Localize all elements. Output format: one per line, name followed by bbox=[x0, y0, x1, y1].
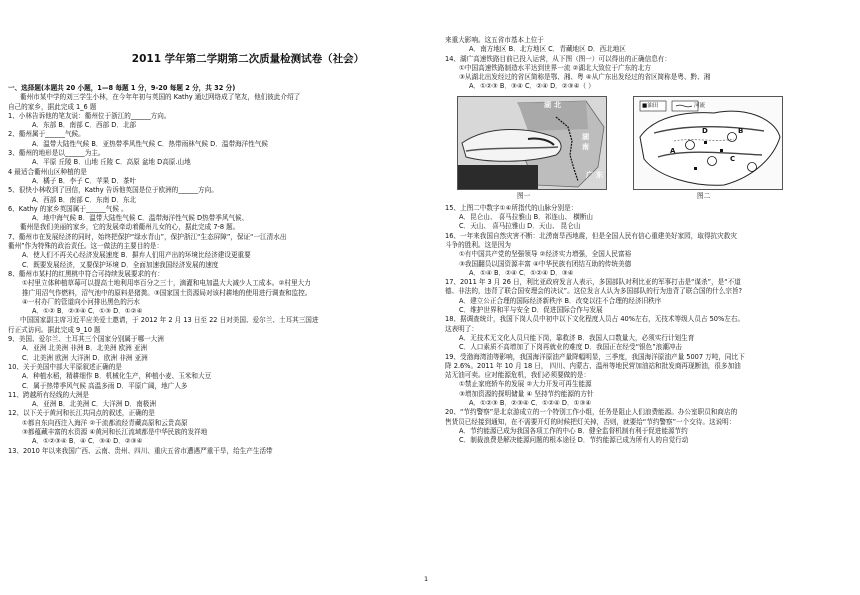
answer-options: A．南方地区 B．北方地区 C．青藏地区 D．西北地区 bbox=[469, 45, 626, 54]
question-text-line: ①中国高速铁路制造水平达到世界一流 ②湖北大致位于广东的北方 bbox=[459, 63, 651, 72]
question-text-line: C．属于热带季风气候 高温多雨 D．平原广阔，地广人多 bbox=[22, 381, 188, 390]
question-text-line: 2、衢州属于______气候。 bbox=[8, 130, 85, 139]
question-text-line: A．无技术无文化人员只能下岗，靠救济 B．我国人口数量大，必须实行计划生育 bbox=[459, 333, 695, 342]
question-text-line: A．建立公正合理的国际经济新秩序 B．改变以往不合理的经济旧秩序 bbox=[459, 296, 662, 305]
section-heading: 一、选择题(本题共 20 小题，1—8 每题 1 分，9-20 每题 2 分，共 32 分) bbox=[8, 84, 236, 92]
question-text-line: 降 2.6%。2011 年 10 月 18 日， 四川、内蒙古、温州等地民营加油站和批发商再现断油，很多加油 bbox=[445, 361, 741, 370]
question-text-line: 这表明了： bbox=[445, 324, 478, 333]
question-text-line: 推广用沼气作燃料，沼气池中的原料是猪粪。③国家国土资源局对该村耕地的使用进行调查和监控。 bbox=[22, 288, 312, 297]
question-text-line: ③我国翻员以国资源丰富 ④中华民族有团结互助的传统美德 bbox=[459, 259, 632, 268]
question-text-line: 售货员已经接到通知，在不需要开灯的时候把灯关掉，否则，就要给“节约警察”一个交待。这说明： bbox=[445, 417, 736, 426]
question-text-line: A．种植水稻，精耕细作 B．机械化生产，种植小麦、玉米和大豆 bbox=[22, 372, 212, 381]
answer-options: A．西部 B．南部 C．东南 D．东北 bbox=[32, 195, 137, 204]
fig1-label-guangdong-2: 东 bbox=[596, 170, 603, 179]
question-text-line: 18、据调查统计，我国下岗人员中初中以下文化程度人员占 40%左右，无技术等级人员占 50%左右。 bbox=[445, 315, 745, 324]
question-text-line: C．天山、 喜马拉雅山 D．天山、 昆仑山 bbox=[459, 222, 581, 231]
figure-1-railway-map bbox=[457, 96, 607, 190]
answer-options: A．①④ B．②④ C．①②④ D．③④ bbox=[469, 268, 574, 277]
question-text-line: A．节约能源已成为我国各项工作的中心 B．健全监督机制有利于促进能源节约 bbox=[459, 426, 688, 435]
question-text-line: 12、以下关于黄河和长江共同点的叙述，正确的是 bbox=[8, 409, 155, 418]
right-question-list-top bbox=[445, 36, 850, 92]
right-question-list-bottom bbox=[445, 204, 850, 446]
figure-2-region-map bbox=[633, 96, 783, 190]
question-text-line: 20、“节约警察”是北京游成立的一个特别工作小组，任务是阻止人们浪费能源。办公室职员和商店的 bbox=[445, 408, 738, 417]
question-text-line: 13、2010 年以来我国广西、云南、贵州、四川、重庆五省市遭遇严重干旱，给生产生活带 bbox=[8, 446, 273, 455]
question-text-line: ③都蕴藏丰富的水资源 ④黄河和长江流域都是中华民族的发祥地 bbox=[22, 427, 208, 436]
question-text-line: 来重大影响。这五省市基本上位于 bbox=[445, 36, 544, 44]
question-text-line: 衢州是我们美丽的家乡，它的发展牵动着衢州儿女的心，据此完成 7-8 题。 bbox=[20, 223, 240, 232]
question-text-line: 4 最适合衢州山区种植的是 bbox=[8, 167, 87, 176]
figures-row bbox=[445, 96, 850, 200]
question-text-line: C．制裁浪费是解决能源问题的根本途径 D．节约能源已成为所有人的自觉行动 bbox=[459, 436, 689, 445]
question-text-line: 6、Kathy 的家乡英国属于______气候 。 bbox=[8, 204, 128, 213]
answer-options: A．地中海气候 B．温带大陆性气候 C．温带海洋性气候 D热带季风气候、 bbox=[32, 214, 249, 223]
question-text-line: ①都自东向西注入海洋 ②干流都流经青藏高原和云贵高原 bbox=[22, 418, 188, 427]
fig2-legend-river: 河流 bbox=[694, 102, 706, 109]
question-text-line: 衢州”作为特殊的政治责任。这一做法的主要目的是： bbox=[8, 242, 164, 251]
question-text-line: C．既要发展经济，又要保护环境 D．全面加速我国经济发展的速度 bbox=[22, 260, 219, 269]
fig2-legend-oilfield: ■油田 bbox=[642, 102, 659, 109]
question-text-line: 8、衢州市某村的红黑桃中符合可持续发展要求的有： bbox=[8, 269, 164, 278]
question-text-line: 斗争的胜利。这是因为 bbox=[445, 240, 511, 249]
answer-options: A．温带大陆性气候 B．亚热带季风性气候 C．热带雨林气候 D．温带海洋性气候 bbox=[32, 139, 269, 148]
question-text-line: 1、小林告诉他的笔友说：衢州位于浙江的______方向。 bbox=[8, 111, 171, 120]
question-text-line: 10、关于美国中部大平原叙述正确的是 bbox=[8, 362, 122, 371]
question-text-line: ①禁止家庭轿车的发展 ②大力开发可再生能源 bbox=[459, 380, 592, 389]
answer-options: A．①② B．②③④ C．①③ D．①②④ bbox=[32, 307, 143, 316]
answer-options: A．平原 丘陵 B．山地 丘陵 C．高原 盆地 D高原.山地 bbox=[32, 158, 191, 167]
question-text-line: A．昆仑山、 喜马拉雅山 B．祁连山、 横断山 bbox=[459, 213, 594, 222]
question-text-line: ③增加资源的探明储量 ④ 坚持节约能源的方针 bbox=[459, 389, 594, 398]
question-text-line: 7、衢州市在发展经济的同时，始终把保护“绿水青山”，保护浙江“生态屏障”，保证“一江清水出 bbox=[8, 232, 287, 241]
answer-options: A．橘子 B．李子 C．苹果 D．茶叶 bbox=[32, 176, 137, 185]
fig2-label-d: D bbox=[702, 126, 708, 135]
question-text-line: 9、美国、爱尔兰、土耳其三个国家分别属于哪一大洲 bbox=[8, 335, 164, 344]
question-text-line: ③从湖北出发经过的省区简称是鄂、湘、粤 ④从广东出发经过的省区简称是粤、黔、湘 bbox=[459, 73, 711, 82]
question-text-line: 11、跨越所有经线的大洲是 bbox=[8, 390, 89, 399]
question-text-line: 17、2011 年 3 月 26 日，利比亚政府发言人表示，多国部队对利比亚的军事打击是“谋杀”，是“不道 bbox=[445, 278, 741, 287]
question-text-line: 5、很快小林收到了回信，Kathy 告诉他英国是位于欧洲的______方向。 bbox=[8, 186, 218, 195]
question-text-line: 3、衢州的地形是以______为主。 bbox=[8, 149, 105, 158]
question-text-line: C．北美洲 欧洲 大洋洲 D．欧洲 非洲 亚洲 bbox=[22, 353, 148, 362]
fig2-label-a: A bbox=[670, 146, 676, 155]
fig2-label-b: B bbox=[738, 126, 744, 135]
question-text-line: ④一村办厂的管道向小河排出黑色的污水 bbox=[22, 297, 141, 306]
question-text-line: 19、受渤海湾油等影响，我国海洋原油产量降幅明显，三季度，我国海洋原油产量 5007 万吨，同比下 bbox=[445, 352, 745, 361]
figure-1-caption: 图一 bbox=[517, 191, 531, 200]
question-text-line: 14、湖广高速铁路目前已投入运营，从下图（图一）可以得出的正确信息有： bbox=[445, 54, 671, 63]
question-text-line: A．使人们不再关心经济发展速度 B．摒弃人们用产出的环境比经济建设更重要 bbox=[22, 251, 251, 260]
right-column bbox=[445, 0, 850, 446]
answer-options: A．东部 B．南部 C．西部 D．北部 bbox=[32, 121, 137, 130]
question-text-line: ①有中国共产党的坚强领导 ②经济实力增强，全国人民富裕 bbox=[459, 250, 632, 259]
question-text-line: C．维护世界和平与安全 D．促进国际合作与发展 bbox=[459, 306, 603, 315]
fig1-label-hunan: 湖 bbox=[582, 132, 589, 141]
answer-options: A．亚洲 B．北美洲 C．大洋洲 D．南极洲 bbox=[32, 400, 156, 409]
question-text-line: 中国国家副主席习近平应美爱士邀请，于 2012 年 2 月 13 日至 22 日对美国、爱尔兰、土耳其三国进 bbox=[20, 316, 319, 325]
question-text-line: ①村里立体种植草莓可以提高土地利用率百分之三十，滴灌和电加温大大减少人工成本。②村里大力 bbox=[22, 279, 311, 288]
answer-options: A．①②③ B．②③④ C．①②④ D．①③④ bbox=[469, 399, 592, 408]
answer-options: A．①②③④ B．④ C．③④ D．②③④ bbox=[32, 437, 143, 446]
question-text-line: 15、上图二中数字①④所指代的山脉分别是： bbox=[445, 203, 578, 212]
question-text-line: 衢州市某中学的刘三学生小林，在今年年初与英国的 Kathy 通过网络成了笔友，他们彼此介绍了 bbox=[20, 93, 301, 102]
fig1-label-hubei-2: 北 bbox=[554, 100, 561, 109]
figure-2-caption: 图二 bbox=[697, 191, 711, 200]
left-question-list bbox=[8, 84, 418, 456]
fig1-label-hunan-2: 南 bbox=[582, 142, 589, 151]
question-text-line: C．人口素质不高增加了下岗再就业的难度 D．我国正在经受“银色”浪潮冲击 bbox=[459, 343, 683, 352]
page-title: 2011 学年第二学期第二次质量检测试卷（社会） bbox=[131, 53, 365, 65]
left-column bbox=[8, 0, 418, 456]
question-text-line: 自己的家乡，据此完成 1_6 题 bbox=[8, 102, 97, 111]
question-text-line: 行正式访问。据此完成 9_10 题 bbox=[8, 325, 101, 334]
question-text-line: 站无油可卖。应对能源危机，我们必须要做的是： bbox=[445, 371, 591, 380]
question-text-line: A．亚洲 北美洲 非洲 B．北美洲 欧洲 亚洲 bbox=[22, 344, 148, 353]
fig2-label-c: C bbox=[730, 154, 736, 163]
fig1-label-hubei: 湖 bbox=[544, 100, 551, 109]
question-text-line: 德、非法的，违背了联合国安理会的决议”。这位发言人认为多国部队的行为违背了联合国的什么宗旨? bbox=[445, 287, 743, 296]
fig1-label-guangdong: 广 bbox=[586, 170, 593, 179]
question-text-line: 16、一年来我国自然灾害不断：北涝南旱西地震，但是全国人民有信心重建美好家园，取得抗灾救灾 bbox=[445, 231, 737, 240]
answer-options: A．①②③ B．③④ C．②④ D．②③④（ ） bbox=[469, 82, 595, 91]
page-number: 1 bbox=[424, 575, 429, 583]
